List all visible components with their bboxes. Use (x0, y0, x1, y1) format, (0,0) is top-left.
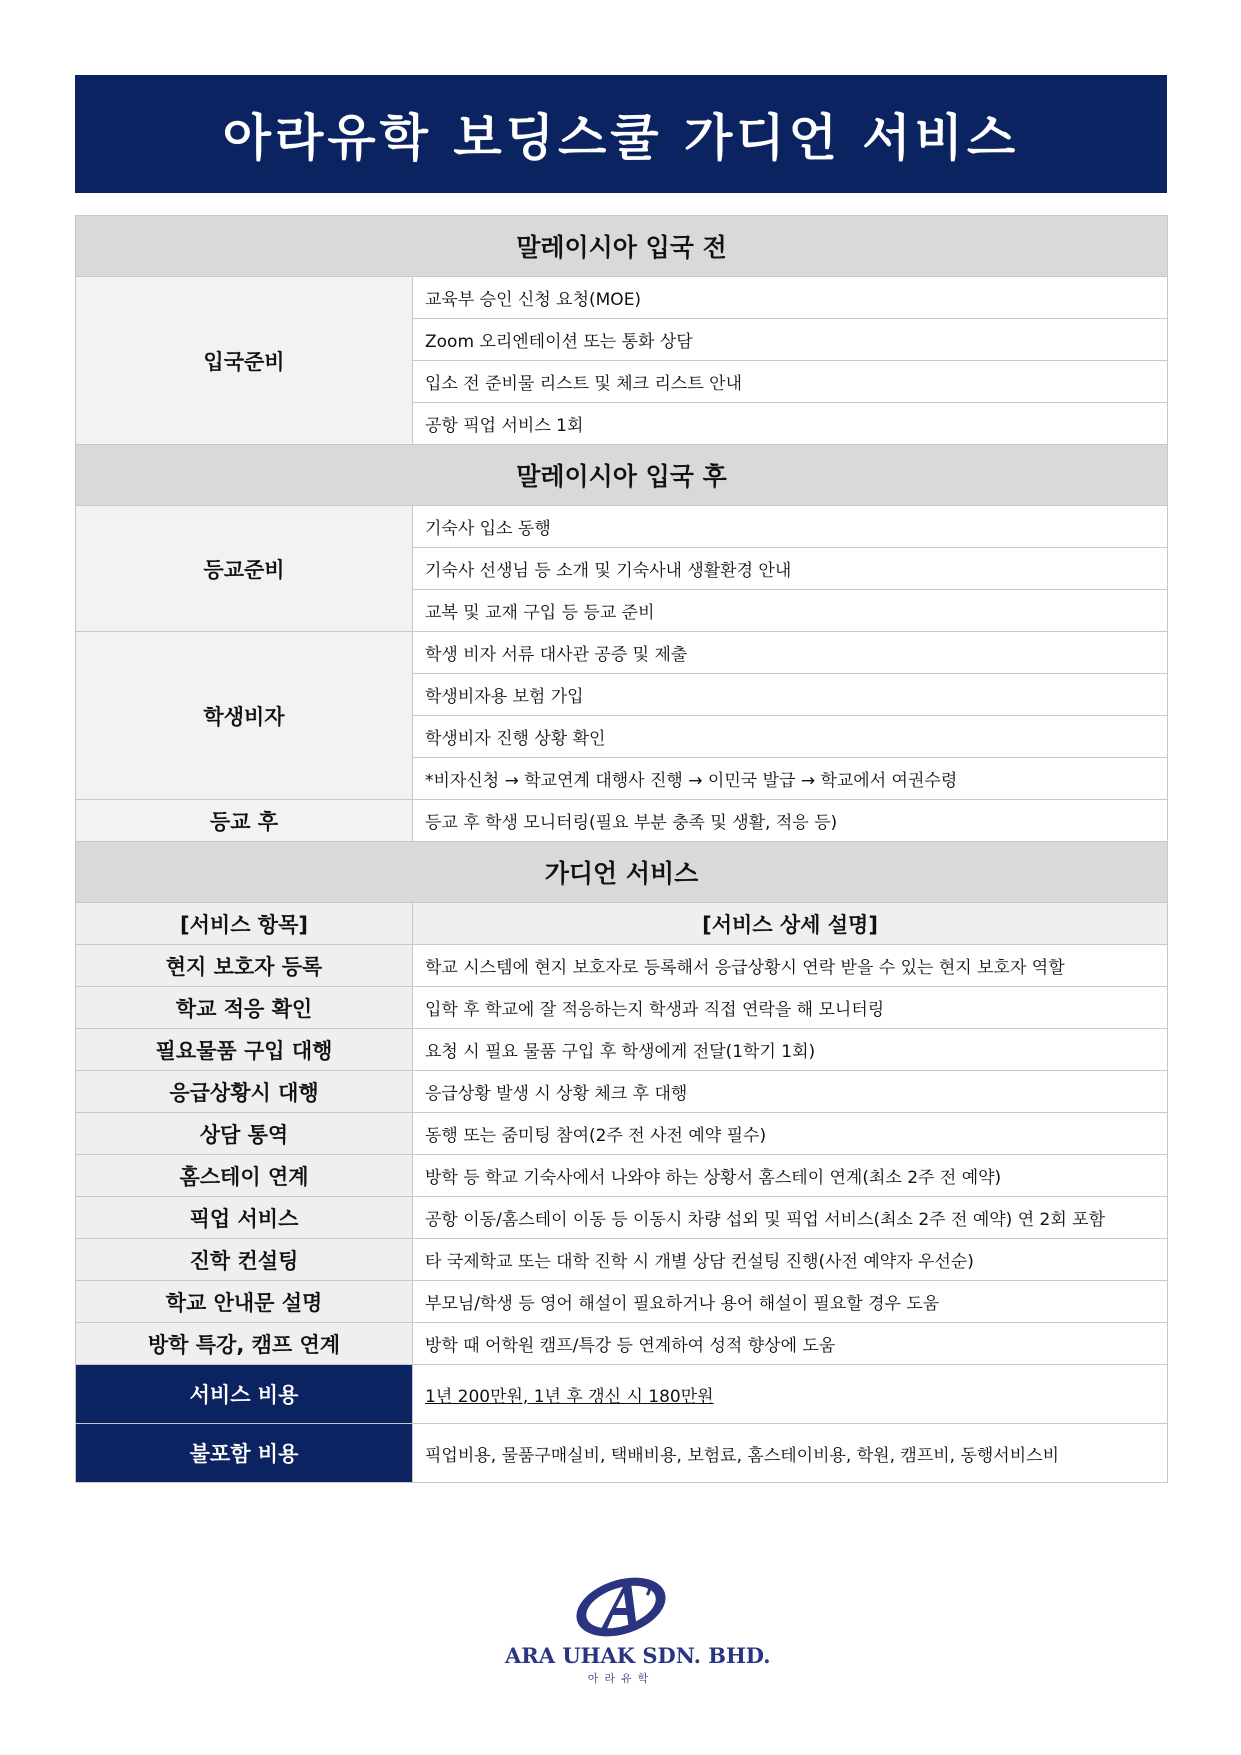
item-text: 기숙사 입소 동행 (413, 506, 1168, 548)
item-row (76, 632, 1168, 674)
item-row (76, 277, 1168, 319)
item-text: 교복 및 교재 구입 등 등교 준비 (413, 590, 1168, 632)
excluded-cost-row (76, 1424, 1168, 1483)
title-banner (75, 75, 1167, 193)
column-header-row (76, 903, 1168, 945)
service-name: 방학 특강, 캠프 연계 (76, 1323, 413, 1365)
item-text: 학생비자용 보험 가입 (413, 674, 1168, 716)
column-header-item: [서비스 항목] (76, 903, 413, 945)
category-label: 등교 후 (76, 800, 413, 842)
service-name: 홈스테이 연계 (76, 1155, 413, 1197)
item-text: 학생비자 진행 상황 확인 (413, 716, 1168, 758)
section-header-guardian (76, 842, 1168, 903)
item-text: 입소 전 준비물 리스트 및 체크 리스트 안내 (413, 361, 1168, 403)
service-description: 요청 시 필요 물품 구입 후 학생에게 전달(1학기 1회) (413, 1029, 1168, 1071)
guardian-service-table (75, 215, 1168, 1483)
service-name: 현지 보호자 등록 (76, 945, 413, 987)
service-description: 입학 후 학교에 잘 적응하는지 학생과 직접 연락을 해 모니터링 (413, 987, 1168, 1029)
category-label: 학생비자 (76, 632, 413, 800)
service-name: 픽업 서비스 (76, 1197, 413, 1239)
excluded-cost-value: 픽업비용, 물품구매실비, 택배비용, 보험료, 홈스테이비용, 학원, 캠프비, 동행서비스비 (413, 1424, 1168, 1483)
item-text: 등교 후 학생 모니터링(필요 부분 충족 및 생활, 적응 등) (413, 800, 1168, 842)
category-label: 등교준비 (76, 506, 413, 632)
item-text: 교육부 승인 신청 요청(MOE) (413, 277, 1168, 319)
excluded-cost-label: 불포함 비용 (76, 1424, 413, 1483)
fee-value: 1년 200만원, 1년 후 갱신 시 180만원 (425, 1386, 714, 1407)
page-title: 아라유학 보딩스쿨 가디언 서비스 (222, 109, 1020, 167)
service-name: 상담 통역 (76, 1113, 413, 1155)
service-row (76, 987, 1168, 1029)
column-header-description: [서비스 상세 설명] (413, 903, 1168, 945)
item-text: 공항 픽업 서비스 1회 (413, 403, 1168, 445)
item-text: *비자신청 → 학교연계 대행사 진행 → 이민국 발급 → 학교에서 여권수령 (413, 758, 1168, 800)
service-name: 학교 안내문 설명 (76, 1281, 413, 1323)
item-text: 학생 비자 서류 대사관 공증 및 제출 (413, 632, 1168, 674)
service-name: 진학 컨설팅 (76, 1239, 413, 1281)
service-description: 타 국제학교 또는 대학 진학 시 개별 상담 컨설팅 진행(사전 예약자 우선순) (413, 1239, 1168, 1281)
service-description: 학교 시스템에 현지 보호자로 등록해서 응급상황시 연락 받을 수 있는 현지 보호자 역할 (413, 945, 1168, 987)
item-row (76, 506, 1168, 548)
service-description: 공항 이동/홈스테이 이동 등 이동시 차량 섭외 및 픽업 서비스(최소 2주 전 예약) 연 2회 포함 (413, 1197, 1168, 1239)
service-row (76, 1029, 1168, 1071)
section-title: 말레이시아 입국 후 (76, 445, 1168, 506)
item-text: 기숙사 선생님 등 소개 및 기숙사내 생활환경 안내 (413, 548, 1168, 590)
service-row (76, 945, 1168, 987)
service-description: 부모님/학생 등 영어 해설이 필요하거나 용어 해설이 필요할 경우 도움 (413, 1281, 1168, 1323)
service-row (76, 1281, 1168, 1323)
fee-value-cell (413, 1365, 1168, 1424)
section-header-before-entry (76, 216, 1168, 277)
service-name: 필요물품 구입 대행 (76, 1029, 413, 1071)
service-row (76, 1071, 1168, 1113)
section-title: 가디언 서비스 (76, 842, 1168, 903)
service-description: 방학 등 학교 기숙사에서 나와야 하는 상황서 홈스테이 연계(최소 2주 전 예약) (413, 1155, 1168, 1197)
stylized-a-logo-icon (571, 1575, 671, 1639)
item-row (76, 800, 1168, 842)
category-label: 입국준비 (76, 277, 413, 445)
company-name: ARA UHAK SDN. BHD. (505, 1643, 771, 1668)
section-title: 말레이시아 입국 전 (76, 216, 1168, 277)
section-header-after-entry (76, 445, 1168, 506)
service-name: 학교 적응 확인 (76, 987, 413, 1029)
service-description: 방학 때 어학원 캠프/특강 등 연계하여 성적 향상에 도움 (413, 1323, 1168, 1365)
service-description: 응급상황 발생 시 상황 체크 후 대행 (413, 1071, 1168, 1113)
service-row (76, 1239, 1168, 1281)
fee-row (76, 1365, 1168, 1424)
fee-label: 서비스 비용 (76, 1365, 413, 1424)
service-name: 응급상황시 대행 (76, 1071, 413, 1113)
service-row (76, 1197, 1168, 1239)
service-description: 동행 또는 줌미팅 참여(2주 전 사전 예약 필수) (413, 1113, 1168, 1155)
service-row (76, 1113, 1168, 1155)
item-text: Zoom 오리엔테이션 또는 통화 상담 (413, 319, 1168, 361)
company-korean-name: 아라유학 (587, 1672, 655, 1685)
company-logo (505, 1575, 771, 1685)
service-row (76, 1155, 1168, 1197)
service-row (76, 1323, 1168, 1365)
